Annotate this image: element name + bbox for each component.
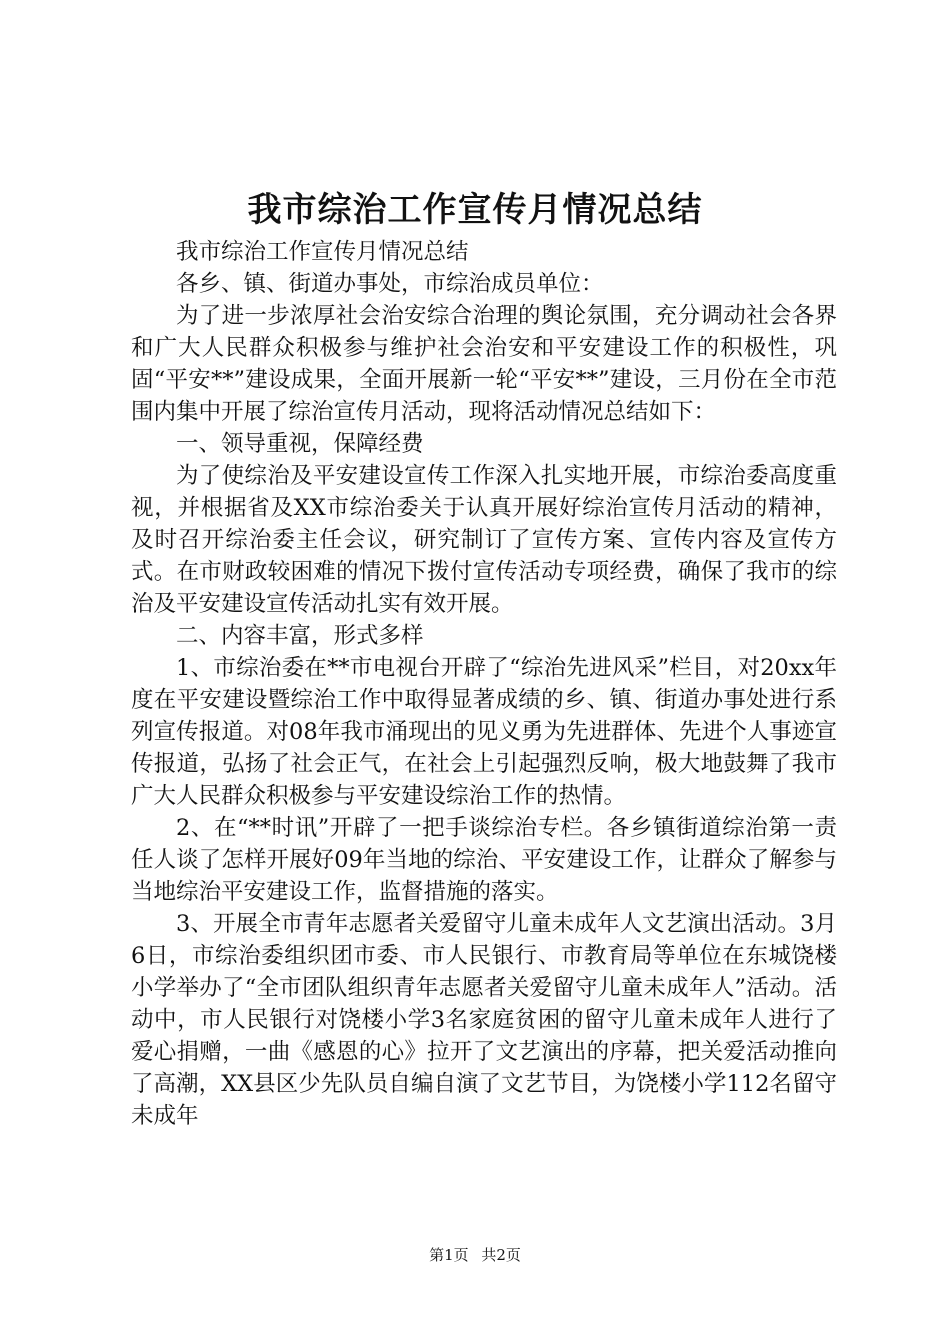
page-number: 第1页 <box>429 1246 469 1264</box>
paragraph-item-2: 2、在“**时讯”开辟了一把手谈综治专栏。各乡镇街道综治第一责任人谈了怎样开展好09年当地的综治、平安建设工作，让群众了解参与当地综治平安建设工作，监督措施的落实。 <box>131 815 837 905</box>
section-heading-1: 一、领导重视，保障经费 <box>176 431 424 457</box>
paragraph-salutation: 各乡、镇、街道办事处，市综治成员单位： <box>176 271 604 297</box>
page-footer <box>0 1245 950 1265</box>
document-title: 我市综治工作宣传月情况总结 <box>247 190 703 230</box>
paragraph-section-1: 为了使综治及平安建设宣传工作深入扎实地开展，市综治委高度重视，并根据省及XX市综治委关于认真开展好综治宣传月活动的精神，及时召开综治委主任会议，研究制订了宣传方案、宣传内容及宣传方式。在市财政较困难的情况下拨付宣传活动专项经费，确保了我市的综治及平安建设宣传活动扎实有效开展。 <box>131 463 837 617</box>
paragraph-item-3: 3、开展全市青年志愿者关爱留守儿童未成年人文艺演出活动。3月6日，市综治委组织团市委、市人民银行、市教育局等单位在东城饶楼小学举办了“全市团队组织青年志愿者关爱留守儿童未成年人”活动。活动中，市人民银行对饶楼小学3名家庭贫困的留守儿童未成年人进行了爱心捐赠，一曲《感恩的心》拉开了文艺演出的序幕，把关爱活动推向了高潮，XX县区少先队员自编自演了文艺节目，为饶楼小学112名留守未成年 <box>131 911 837 1129</box>
paragraph-intro: 为了进一步浓厚社会治安综合治理的舆论氛围，充分调动社会各界和广大人民群众积极参与维护社会治安和平安建设工作的积极性，巩固“平安**”建设成果，全面开展新一轮“平安**”建设，三月份在全市范围内集中开展了综治宣传月活动，现将活动情况总结如下： <box>131 303 837 425</box>
paragraph-item-1: 1、市综治委在**市电视台开辟了“综治先进风采”栏目，对20xx年度在平安建设暨综治工作中取得显著成绩的乡、镇、街道办事处进行系列宣传报道。对08年我市涌现出的见义勇为先进群体、先进个人事迹宣传报道，弘扬了社会正气，在社会上引起强烈反响，极大地鼓舞了我市广大人民群众积极参与平安建设综治工作的热情。 <box>131 655 837 809</box>
document-body <box>131 236 837 1132</box>
page-total: 共2页 <box>481 1246 521 1264</box>
paragraph-subtitle: 我市综治工作宣传月情况总结 <box>176 239 469 265</box>
section-heading-2: 二、内容丰富，形式多样 <box>176 623 424 649</box>
